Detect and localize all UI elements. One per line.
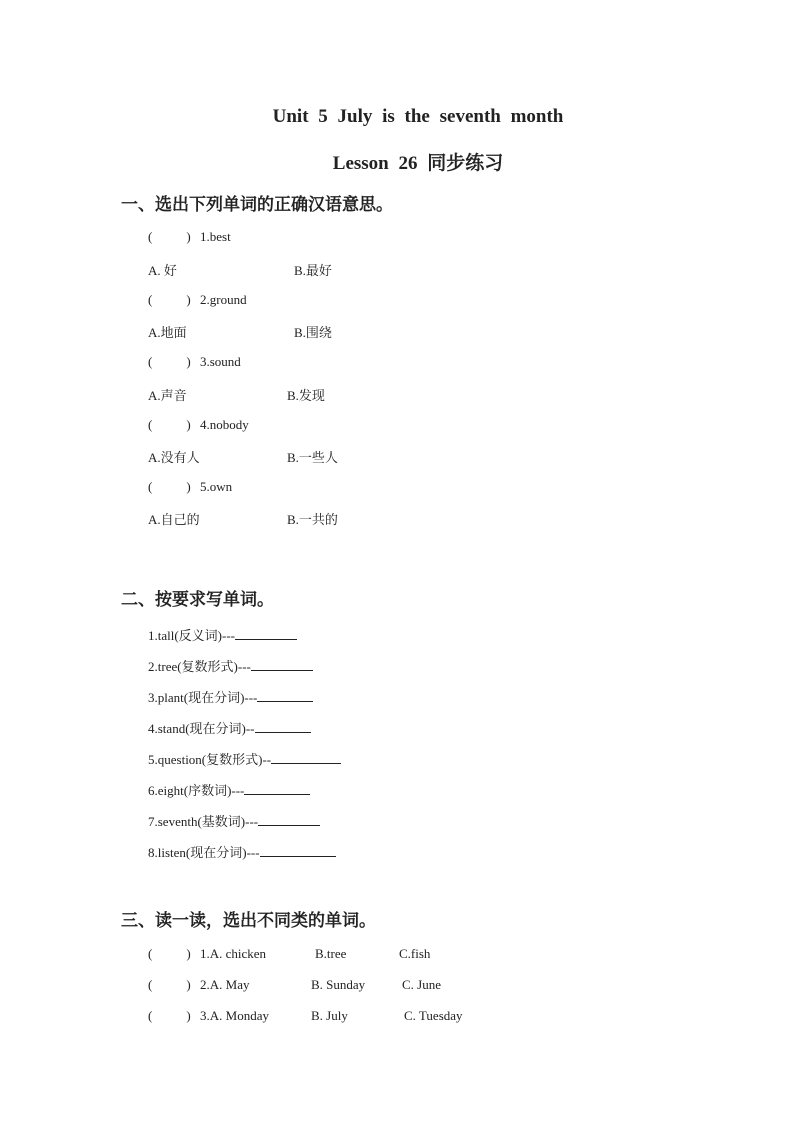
answer-blank[interactable] — [244, 782, 310, 795]
s3-question-3: ( ) 3.A. Monday — [148, 1008, 269, 1023]
s1-option-a-4: A.没有人 — [148, 450, 200, 465]
s2-item-7: 7.seventh(基数词)--- — [148, 811, 320, 830]
answer-blank[interactable] — [258, 813, 320, 826]
s3-option-b-1: B.tree — [315, 946, 347, 961]
answer-paren[interactable]: ( ) — [148, 417, 191, 432]
s1-option-a-2: A.地面 — [148, 325, 187, 340]
s1-question-3: ( ) 3.sound — [148, 354, 241, 369]
answer-blank[interactable] — [260, 844, 336, 857]
s1-option-b-1: B.最好 — [294, 263, 332, 278]
section2-heading: 二、按要求写单词。 — [121, 590, 274, 610]
s3-option-c-3: C. Tuesday — [404, 1008, 463, 1023]
s1-question-4: ( ) 4.nobody — [148, 417, 249, 432]
s3-option-b-2: B. Sunday — [311, 977, 366, 992]
s3-question-2: ( ) 2.A. May — [148, 977, 250, 992]
answer-blank[interactable] — [271, 751, 341, 764]
s2-item-8: 8.listen(现在分词)--- — [148, 842, 336, 861]
answer-blank[interactable] — [251, 658, 313, 671]
s3-question-1: ( ) 1.A. chicken — [148, 946, 267, 961]
answer-paren[interactable]: ( ) — [148, 946, 191, 961]
answer-blank[interactable] — [255, 720, 311, 733]
title-unit: Unit 5 July is the seventh month — [272, 106, 564, 127]
s3-option-c-1: C.fish — [399, 946, 431, 961]
s2-item-5: 5.question(复数形式)-- — [148, 749, 341, 768]
answer-paren[interactable]: ( ) — [148, 977, 191, 992]
s2-item-4: 4.stand(现在分词)-- — [148, 718, 311, 737]
s1-option-b-3: B.发现 — [287, 388, 325, 403]
s1-question-2: ( ) 2.ground — [148, 292, 247, 307]
answer-blank[interactable] — [257, 689, 313, 702]
title-lesson: Lesson 26 同步练习 — [332, 153, 504, 174]
answer-blank[interactable] — [235, 627, 297, 640]
s2-item-1: 1.tall(反义词)--- — [148, 625, 297, 644]
s1-option-b-2: B.围绕 — [294, 325, 332, 340]
s2-item-3: 3.plant(现在分词)--- — [148, 687, 313, 706]
section1-heading: 一、选出下列单词的正确汉语意思。 — [121, 195, 393, 215]
s1-option-b-4: B.一些人 — [287, 450, 338, 465]
s1-option-a-1: A. 好 — [148, 263, 177, 278]
s1-question-1: ( ) 1.best — [148, 229, 231, 244]
s1-option-b-5: B.一共的 — [287, 512, 338, 527]
s3-option-b-3: B. July — [311, 1008, 348, 1023]
s3-option-c-2: C. June — [402, 977, 441, 992]
s1-option-a-5: A.自己的 — [148, 512, 200, 527]
section3-heading: 三、读一读，选出不同类的单词。 — [121, 911, 376, 931]
answer-paren[interactable]: ( ) — [148, 479, 191, 494]
s2-item-2: 2.tree(复数形式)--- — [148, 656, 313, 675]
s2-item-6: 6.eight(序数词)--- — [148, 780, 310, 799]
answer-paren[interactable]: ( ) — [148, 354, 191, 369]
s1-question-5: ( ) 5.own — [148, 479, 233, 494]
answer-paren[interactable]: ( ) — [148, 292, 191, 307]
s1-option-a-3: A.声音 — [148, 388, 187, 403]
answer-paren[interactable]: ( ) — [148, 1008, 191, 1023]
answer-paren[interactable]: ( ) — [148, 229, 191, 244]
